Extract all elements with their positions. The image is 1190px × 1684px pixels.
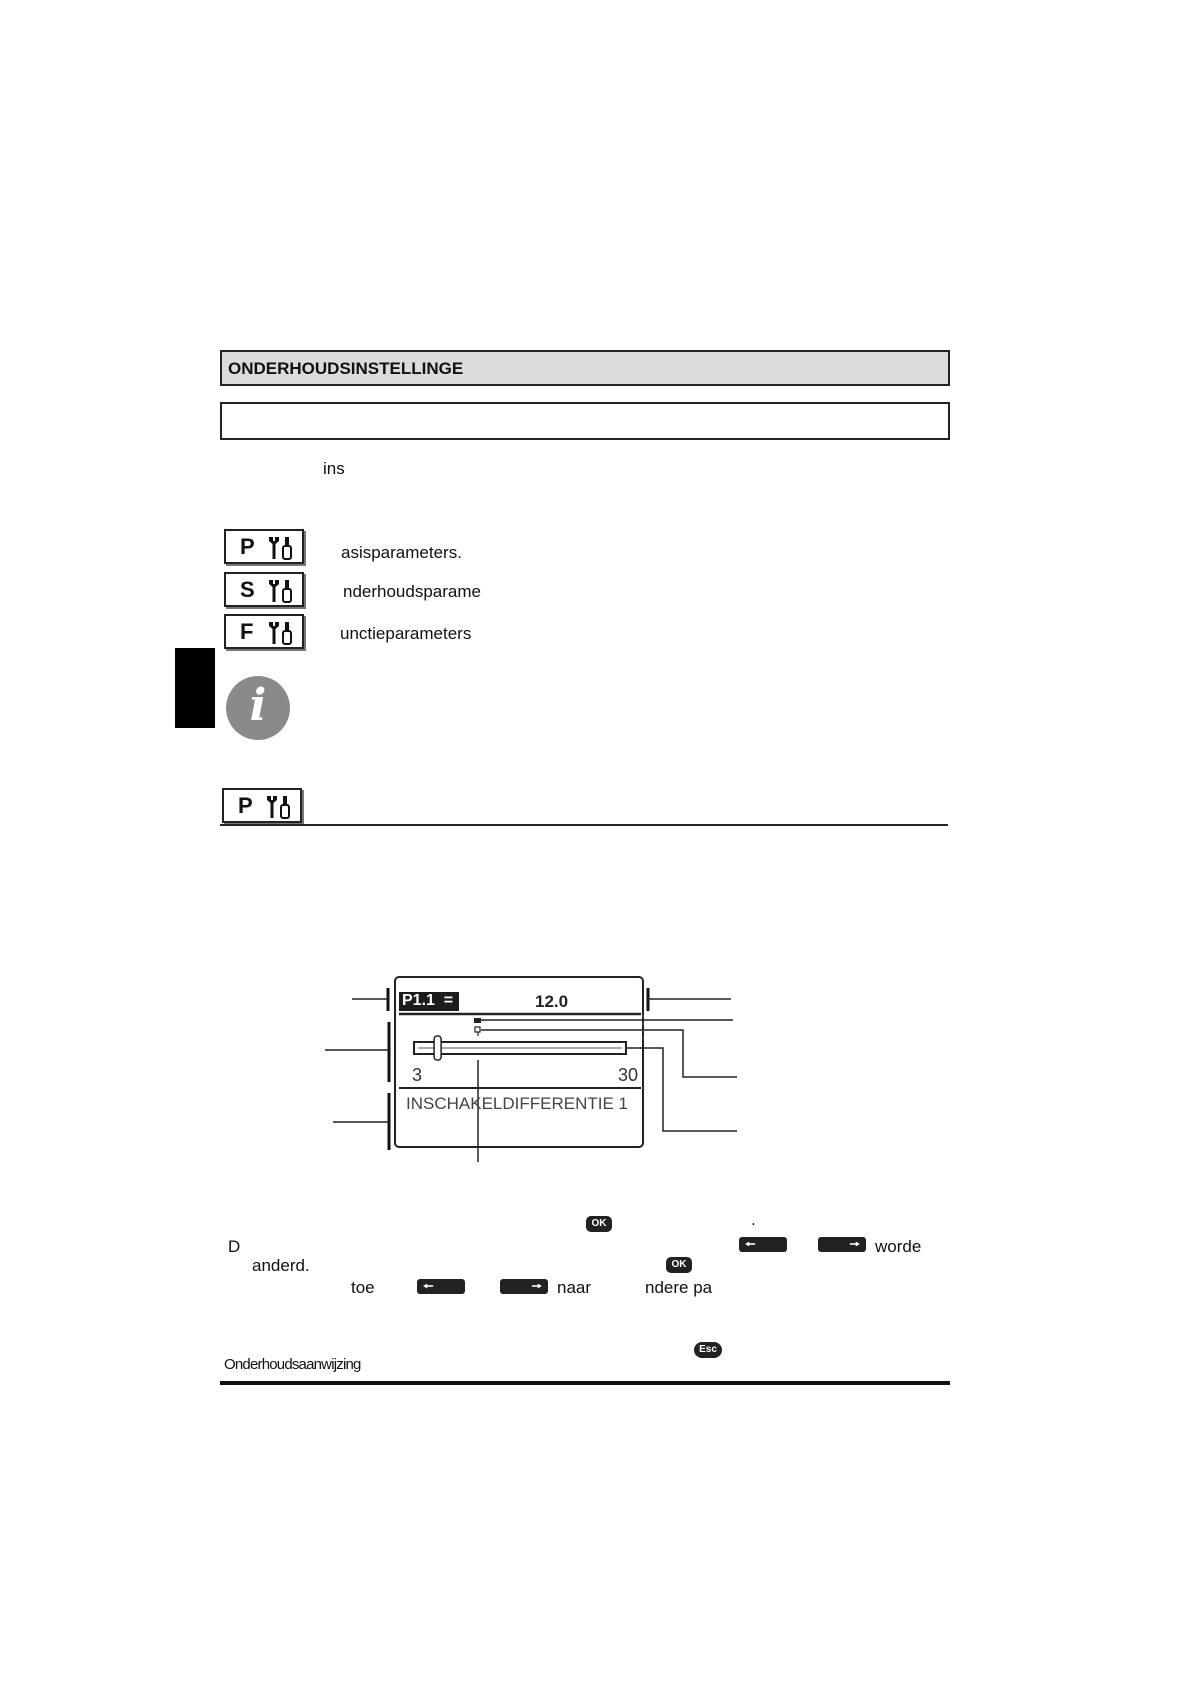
- badge-letter: F: [240, 619, 254, 644]
- left-arrow-key-icon: 🠔: [417, 1279, 465, 1294]
- top-marker: [474, 1018, 481, 1023]
- instruction-line4-a: toe: [351, 1278, 375, 1297]
- info-glyph: i: [249, 680, 267, 731]
- display-range-max: 30: [618, 1065, 639, 1085]
- instruction-line2-start: D: [228, 1237, 241, 1256]
- top-marker-ring: [475, 1027, 480, 1032]
- instruction-line4-c: ndere pa: [645, 1278, 713, 1297]
- instruction-line3-start: anderd.: [252, 1256, 310, 1275]
- display-range-min: 3: [412, 1065, 423, 1085]
- right-arrow-key-icon: 🠖: [500, 1279, 548, 1294]
- ok-key-icon: OK: [586, 1216, 612, 1232]
- instruction-line4-b: naar: [557, 1278, 592, 1297]
- p-parameter-label: asisparameters.: [341, 543, 462, 562]
- badge-letter: S: [240, 577, 255, 602]
- display-value: 12.0: [535, 992, 569, 1011]
- esc-key-icon: Esc: [694, 1342, 722, 1358]
- f-parameter-label: unctieparameters: [340, 624, 472, 643]
- slider-thumb: [434, 1036, 441, 1060]
- badge-letter: P: [240, 534, 255, 559]
- instruction-dot: .: [751, 1210, 756, 1229]
- s-parameter-label: nderhoudsparame: [343, 582, 481, 601]
- footer-text: Onderhoudsaanwijzing: [224, 1356, 361, 1373]
- ok-key-icon: OK: [666, 1257, 692, 1273]
- left-arrow-key-icon: 🠔: [739, 1237, 787, 1252]
- display-param-code: P1.1 =: [402, 992, 454, 1009]
- section-title: ONDERHOUDSINSTELLINGE: [228, 359, 464, 378]
- instruction-line2-end: worde: [875, 1237, 922, 1256]
- right-arrow-key-icon: 🠖: [818, 1237, 866, 1252]
- badge-letter: P: [238, 793, 253, 818]
- display-param-name: INSCHAKELDIFFERENTIE 1: [406, 1094, 628, 1113]
- footer-rule: [220, 1381, 950, 1385]
- intro-text: ins: [323, 459, 345, 478]
